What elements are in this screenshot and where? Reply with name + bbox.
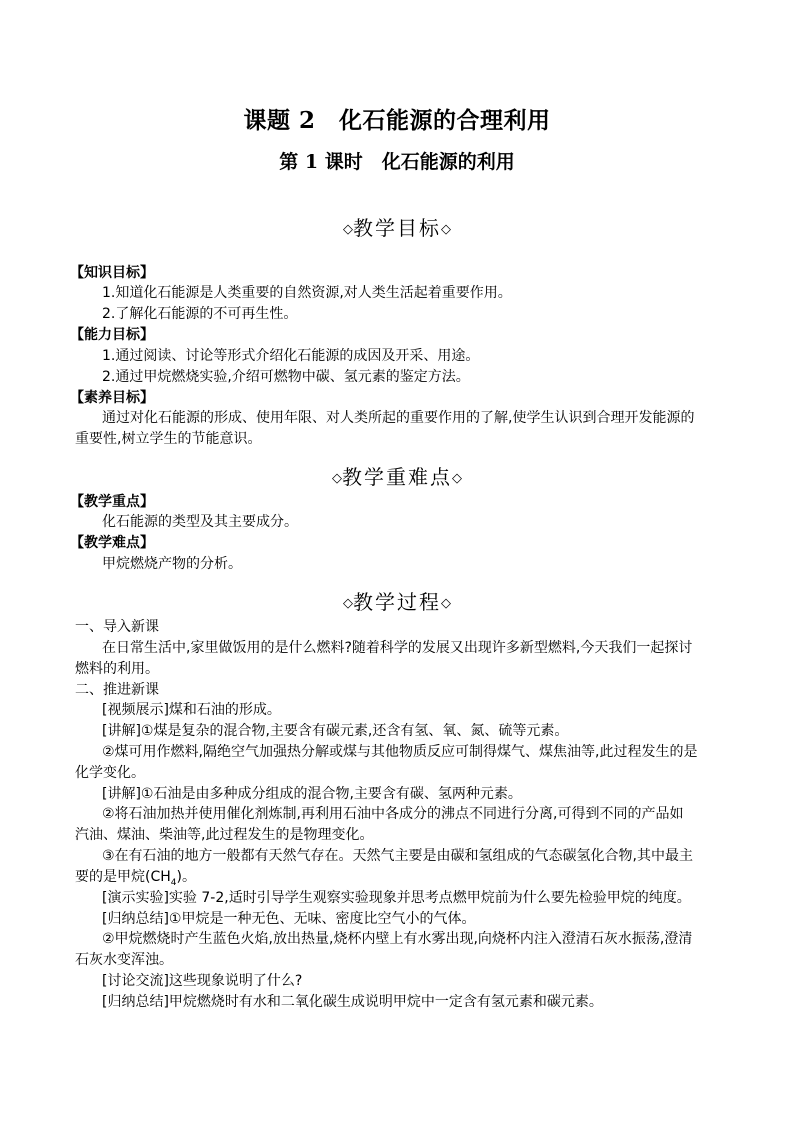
process-part-2-heading: 二、推进新课 (75, 682, 159, 698)
page-subtitle: 第 1 课时 化石能源的利用 (279, 151, 515, 173)
literacy-objective-heading: 【素养目标】 (70, 390, 154, 406)
knowledge-objective-heading: 【知识目标】 (70, 265, 154, 281)
section-heading-text: 教学重难点 (342, 465, 452, 489)
section-heading-text: 教学过程 (353, 590, 441, 614)
diamond-icon: ◇ (452, 471, 462, 486)
process-paragraph-line: 在日常生活中,家里做饭用的是什么燃料?随着科学的发展又出现许多新型燃料,今天我们一起探讨 (102, 640, 693, 656)
process-line: ②甲烷燃烧时产生蓝色火焰,放出热量,烧杯内壁上有水雾出现,向烧杯内注入澄清石灰水振荡,澄清 (102, 931, 693, 947)
process-line: [讲解]①煤是复杂的混合物,主要含有碳元素,还含有氢、氧、氮、硫等元素。 (102, 723, 569, 739)
diamond-icon: ◇ (343, 596, 353, 611)
process-line: [归纳总结]甲烷燃烧时有水和二氧化碳生成说明甲烷中一定含有氢元素和碳元素。 (102, 994, 603, 1010)
page-title: 课题 2 化石能源的合理利用 (243, 107, 551, 134)
process-paragraph-line: 燃料的利用。 (75, 661, 159, 677)
teaching-difficulty-heading: 【教学难点】 (70, 535, 154, 551)
ability-objective-heading: 【能力目标】 (70, 327, 154, 343)
process-line: ②将石油加热并使用催化剂炼制,再利用石油中各成分的沸点不同进行分离,可得到不同的产品如 (102, 806, 684, 822)
process-part-1-heading: 一、导入新课 (75, 619, 159, 635)
section-heading-process (0, 586, 794, 615)
formula-prefix: 要的是甲烷(CH (75, 869, 171, 885)
process-line: ②煤可用作燃料,隔绝空气加强热分解或煤与其他物质反应可制得煤气、煤焦油等,此过程发生的是 (102, 744, 698, 760)
formula-subscript: 4 (170, 877, 177, 888)
ability-objective-2: 2.通过甲烷燃烧实验,介绍可燃物中碳、氢元素的鉴定方法。 (102, 369, 470, 385)
literacy-objective-line-2: 重要性,树立学生的节能意识。 (75, 431, 262, 447)
knowledge-objective-1: 1.知道化石能源是人类重要的自然资源,对人类生活起着重要作用。 (102, 285, 512, 301)
process-line: 石灰水变浑浊。 (75, 952, 173, 968)
section-heading-objectives (0, 212, 794, 241)
formula-suffix: )。 (176, 869, 196, 885)
ability-objective-1: 1.通过阅读、讨论等形式介绍化石能源的成因及开采、用途。 (102, 348, 480, 364)
process-line: ③在有石油的地方一般都有天然气存在。天然气主要是由碳和氢组成的气态碳氢化合物,其中最主 (102, 848, 693, 864)
teaching-focus-heading: 【教学重点】 (70, 494, 154, 510)
process-line: [讨论交流]这些现象说明了什么? (102, 973, 303, 989)
knowledge-objective-2: 2.了解化石能源的不可再生性。 (102, 306, 298, 322)
process-line: [视频展示]煤和石油的形成。 (102, 702, 281, 718)
process-line: 化学变化。 (75, 765, 145, 781)
diamond-icon: ◇ (441, 222, 451, 237)
section-heading-key-points (0, 461, 794, 490)
teaching-focus-text: 化石能源的类型及其主要成分。 (102, 514, 298, 530)
process-line: [讲解]①石油是由多种成分组成的混合物,主要含有碳、氢两种元素。 (102, 786, 522, 802)
process-line: [演示实验]实验 7-2,适时引导学生观察实验现象并思考点燃甲烷前为什么要先检验甲烷的纯度。 (102, 890, 691, 906)
teaching-difficulty-text: 甲烷燃烧产物的分析。 (102, 556, 242, 572)
literacy-objective-line-1: 通过对化石能源的形成、使用年限、对人类所起的重要作用的了解,使学生认识到合理开发能源的 (102, 410, 695, 426)
diamond-icon: ◇ (332, 471, 342, 486)
section-heading-text: 教学目标 (353, 216, 441, 240)
process-line: [归纳总结]①甲烷是一种无色、无味、密度比空气小的气体。 (102, 911, 476, 927)
process-line: 汽油、煤油、柴油等,此过程发生的是物理变化。 (75, 827, 374, 843)
diamond-icon: ◇ (441, 596, 451, 611)
diamond-icon: ◇ (343, 222, 353, 237)
